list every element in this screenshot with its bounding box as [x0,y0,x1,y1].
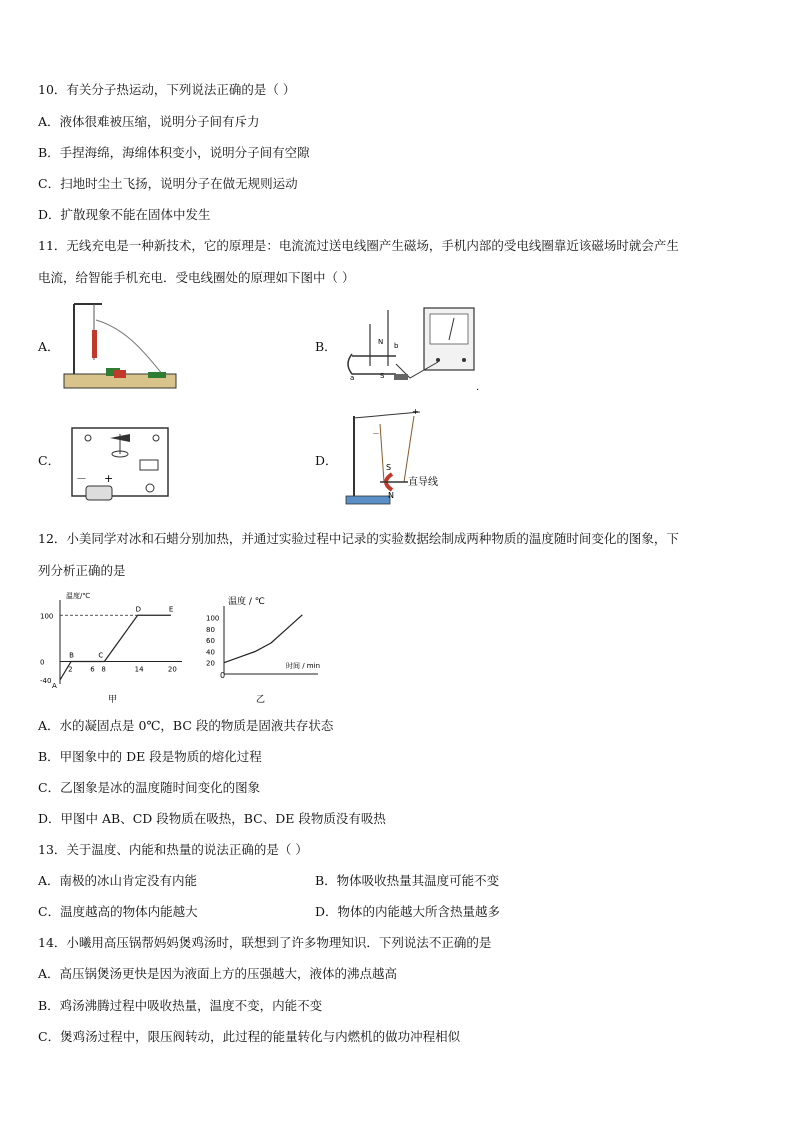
q11-stem-line2: 电流，给智能手机充电．受电线圈处的原理如下图中（ ） [38,270,355,285]
chart-yi [198,588,330,706]
chart-jia-point-label: B [69,651,74,660]
chart-jia-xtick-label: 2 [68,665,73,674]
chart-jia-ylabel: 温度/℃ [66,592,91,600]
chart-jia-point-label: A [52,682,57,690]
q10-option-b: B．手捏海绵，海绵体积变小，说明分子间有空隙 [38,145,310,160]
q11-label-c: C． [38,453,61,468]
chart-yi-ytick-label: 60 [206,637,215,646]
q10-option-d: D．扩散现象不能在固体中发生 [38,207,211,222]
q10-option-a: A．液体很难被压缩，说明分子间有斥力 [38,114,260,129]
chart-jia-xtick-label: 14 [134,665,144,674]
q14-option-c: C．煲鸡汤过程中，限压阀转动，此过程的能量转化与内燃机的做功冲程相似 [38,1029,461,1044]
fig-d-wire-label: 直导线 [408,477,438,488]
chart-jia [38,588,188,706]
chart-jia-caption: 甲 [108,695,118,705]
fig-b-letter-n: N [378,338,384,346]
chart-yi-caption: 乙 [256,695,266,705]
chart-jia-series-line [60,615,171,680]
chart-jia-ytick-label: 0 [40,658,45,667]
q14-stem: 14．小曦用高压锅帮妈妈煲鸡汤时，联想到了许多物理知识．下列说法不正确的是 [38,935,492,950]
chart-jia-xtick-label: 6 [90,665,95,674]
q13-stem: 13．关于温度、内能和热量的说法正确的是（ ） [38,842,308,857]
q12-stem-line1: 12．小美同学对冰和石蜡分别加热，并通过实验过程中记录的实验数据绘制成两种物质的温度随时间变化的图象，下 [38,531,679,546]
chart-yi-ylabel: 温度 / ℃ [228,597,265,607]
q12-stem-line2: 列分析正确的是 [38,563,126,578]
chart-yi-xlabel: 时间 / min [286,662,321,670]
q13-option-a: A．南极的冰山肯定没有内能 [38,873,198,888]
fig-c-minus: － [76,472,87,485]
fig-d-letter-s: S [386,463,392,472]
q10-stem: 10．有关分子热运动，下列说法正确的是（ ） [38,82,296,97]
chart-yi-ytick-label: 80 [206,625,215,634]
fig-c-plus: + [104,472,114,485]
q11-label-b: B． [315,339,337,354]
chart-jia-ytick-label: -40 [40,677,52,685]
fig-b-dot: . [476,382,480,390]
chart-jia-ytick-label: 100 [40,612,54,621]
fig-d-letter-n: N [388,491,394,500]
q12-option-d: D．甲图中 AB、CD 段物质在吸热，BC、DE 段物质没有吸热 [38,811,386,826]
chart-yi-ytick-label: 40 [206,648,215,657]
chart-jia-point-label: C [98,651,104,660]
q14-option-a: A．高压锅煲汤更快是因为液面上方的压强越大，液体的沸点越高 [38,966,398,981]
q11-figure-a [60,300,180,392]
chart-yi-ytick-label: 20 [206,659,215,668]
fig-d-plus: + [412,407,419,416]
chart-jia-point-label: E [168,605,174,614]
chart-jia-point-label: D [135,605,142,614]
q12-option-b: B．甲图象中的 DE 段是物质的熔化过程 [38,749,262,764]
fig-b-letter-b: b [394,342,399,350]
chart-jia-xtick-label: 20 [167,665,177,674]
q11-figure-b [340,304,480,390]
q12-option-a: A．水的凝固点是 0℃，BC 段的物质是固液共存状态 [38,718,334,733]
q10-option-c: C．扫地时尘土飞扬，说明分子在做无规则运动 [38,176,298,191]
fig-b-letter-s: S [380,372,385,380]
chart-jia-xtick-label: 8 [101,665,106,674]
q11-stem-line1: 11．无线充电是一种新技术，它的原理是：电流流过送电线圈产生磁场，手机内部的受电线圈靠近该磁场时就会产生 [38,238,679,253]
q13-option-d: D．物体的内能越大所含热量越多 [315,904,501,919]
q11-label-d: D． [315,453,338,468]
q11-figure-d [340,402,460,510]
q11-figure-c [66,424,176,504]
fig-b-letter-a: a [350,374,355,382]
chart-yi-origin: 0 [220,671,226,680]
q14-option-b: B．鸡汤沸腾过程中吸收热量，温度不变，内能不变 [38,998,323,1013]
chart-yi-ytick-label: 100 [206,614,220,623]
chart-yi-series-line [224,615,302,663]
q11-label-a: A． [38,339,60,354]
q13-option-c: C．温度越高的物体内能越大 [38,904,198,919]
q12-option-c: C．乙图象是冰的温度随时间变化的图象 [38,780,261,795]
q13-option-b: B．物体吸收热量其温度可能不变 [315,873,500,888]
fig-d-minus: － [372,429,380,438]
